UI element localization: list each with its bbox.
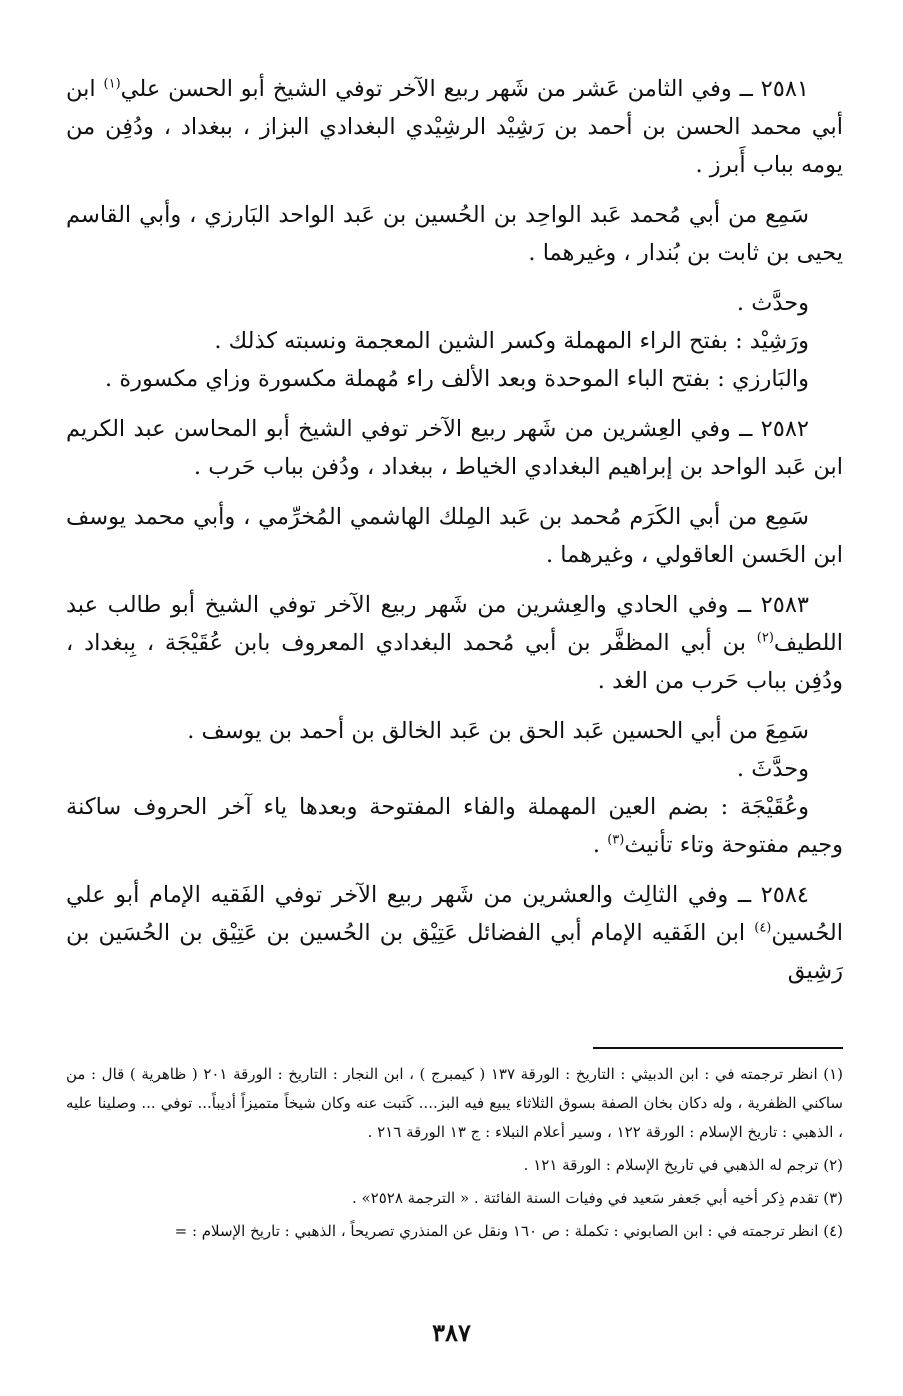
main-text bbox=[66, 70, 843, 990]
entry-2584: ٢٥٨٤ ــ وفي الثالِث والعشرين من شَهر ربيع الآخر توفي الفَقيه الإمام أبو علي الحُسين$^{(٤)}$ ابن الفَقيه الإمام أبي الفضائل عَتِيْق بن الحُسين بن عَتِيْق بن الحُسَين بن رَشِيق bbox=[66, 882, 843, 984]
footnote-2: (٢) ترجم له الذهبي في تاريخ الإسلام : الورقة ١٢١ . bbox=[523, 1156, 843, 1174]
paragraph-uqayja-note: وعُقَيْجَة : بضم العين المهملة والفاء المفتوحة وبعدها ياء آخر الحروف ساكنة وجيم مفتوحة وتاء تأنيث$^{(٣)}$ . bbox=[66, 794, 843, 858]
paragraph-narrated: وحدَّث . bbox=[736, 290, 809, 316]
footnote-separator bbox=[593, 1047, 843, 1049]
paragraph-narrated-2: وحدَّثَ . bbox=[736, 756, 809, 782]
paragraph-heard-from-3: سَمِعَ من أبي الحسين عَبد الحق بن عَبد الخالق بن أحمد بن يوسف . bbox=[187, 718, 809, 744]
footnote-ref-4: (٤) bbox=[754, 920, 772, 936]
footnote-1: (١) انظر ترجمته في : ابن الدبيثي : التاريخ : الورقة ١٣٧ ( كيمبرج ) ، ابن النجار : التاريخ : الورقة ٢٠١ ( ظاهرية ) قال : من ساكني الظفرية ، وله دكان بخان الصفة بسوق الثلاثاء يبيع فيه البز.... كَتبت عنه وكان شيخاً متميزاً أديباً... توفي ... وصلينا عليه ، الذهبي : تاريخ الإسلام : الورقة ١٢٢ ، وسير أعلام النبلاء : ج ١٣ الورقة ٢١٦ . bbox=[66, 1065, 843, 1141]
entry-2582: ٢٥٨٢ ــ وفي العِشرين من شَهر ربيع الآخر توفي الشيخ أبو المحاسن عبد الكريم ابن عَبد الواحد بن إبراهيم البغدادي الخياط ، ببغداد ، ودُفن بباب حَرب . bbox=[66, 416, 843, 480]
paragraph-barizi-note: والبَارزي : بفتح الباء الموحدة وبعد الألف راء مُهملة مكسورة وزاي مكسورة . bbox=[105, 366, 809, 392]
entry-2583: ٢٥٨٣ ــ وفي الحادي والعِشرين من شَهر ربيع الآخر توفي الشيخ أبو طالب عبد اللطيف$^{(٢)}$ بن أبي المظفَّر بن أبي مُحمد البغدادي المعروف بابن عُقَيْجَة ، بِبغداد ، ودُفِن بباب حَرب من الغد . bbox=[66, 592, 843, 694]
footnote-ref-2: (٢) bbox=[756, 630, 774, 646]
paragraph-heard-from: سَمِع من أبي مُحمد عَبد الواحِد بن الحُسين بن عَبد الواحد البَارزي ، وأبي القاسم يحيى بن ثابت بن بُندار ، وغيرهما . bbox=[66, 202, 843, 266]
page-number: ٣٨٧ bbox=[432, 1318, 471, 1347]
footnote-ref-3: (٣) bbox=[607, 832, 625, 848]
paragraph-rashid-note: ورَشِيْد : بفتح الراء المهملة وكسر الشين المعجمة ونسبته كذلك . bbox=[214, 328, 809, 354]
footnotes bbox=[66, 1060, 843, 1250]
footnote-3: (٣) تقدم ذِكر أخيه أبي جَعفر سَعيد في وفيات السنة الفائتة . « الترجمة ٢٥٢٨» . bbox=[351, 1189, 843, 1207]
footnote-ref-1: (١) bbox=[103, 76, 121, 92]
entry-2581: ٢٥٨١ ــ وفي الثامن عَشر من شَهر ربيع الآخر توفي الشيخ أبو الحسن علي$^{(١)}$ ابن أبي محمد الحسن بن أحمد بن رَشِيْد الرشِيْدي البغدادي البزاز ، ببغداد ، ودُفِن من يومه بباب أَبرز . bbox=[66, 76, 843, 178]
paragraph-heard-from-2: سَمِع من أبي الكَرَم مُحمد بن عَبد المِلك الهاشمي المُخرِّمي ، وأبي محمد يوسف ابن الحَسن العاقولي ، وغيرهما . bbox=[66, 504, 843, 568]
footnote-4: (٤) انظر ترجمته في : ابن الصابوني : تكملة : ص ١٦٠ ونقل عن المنذري تصريحاً ، الذهبي : تاريخ الإسلام : = bbox=[174, 1222, 843, 1240]
